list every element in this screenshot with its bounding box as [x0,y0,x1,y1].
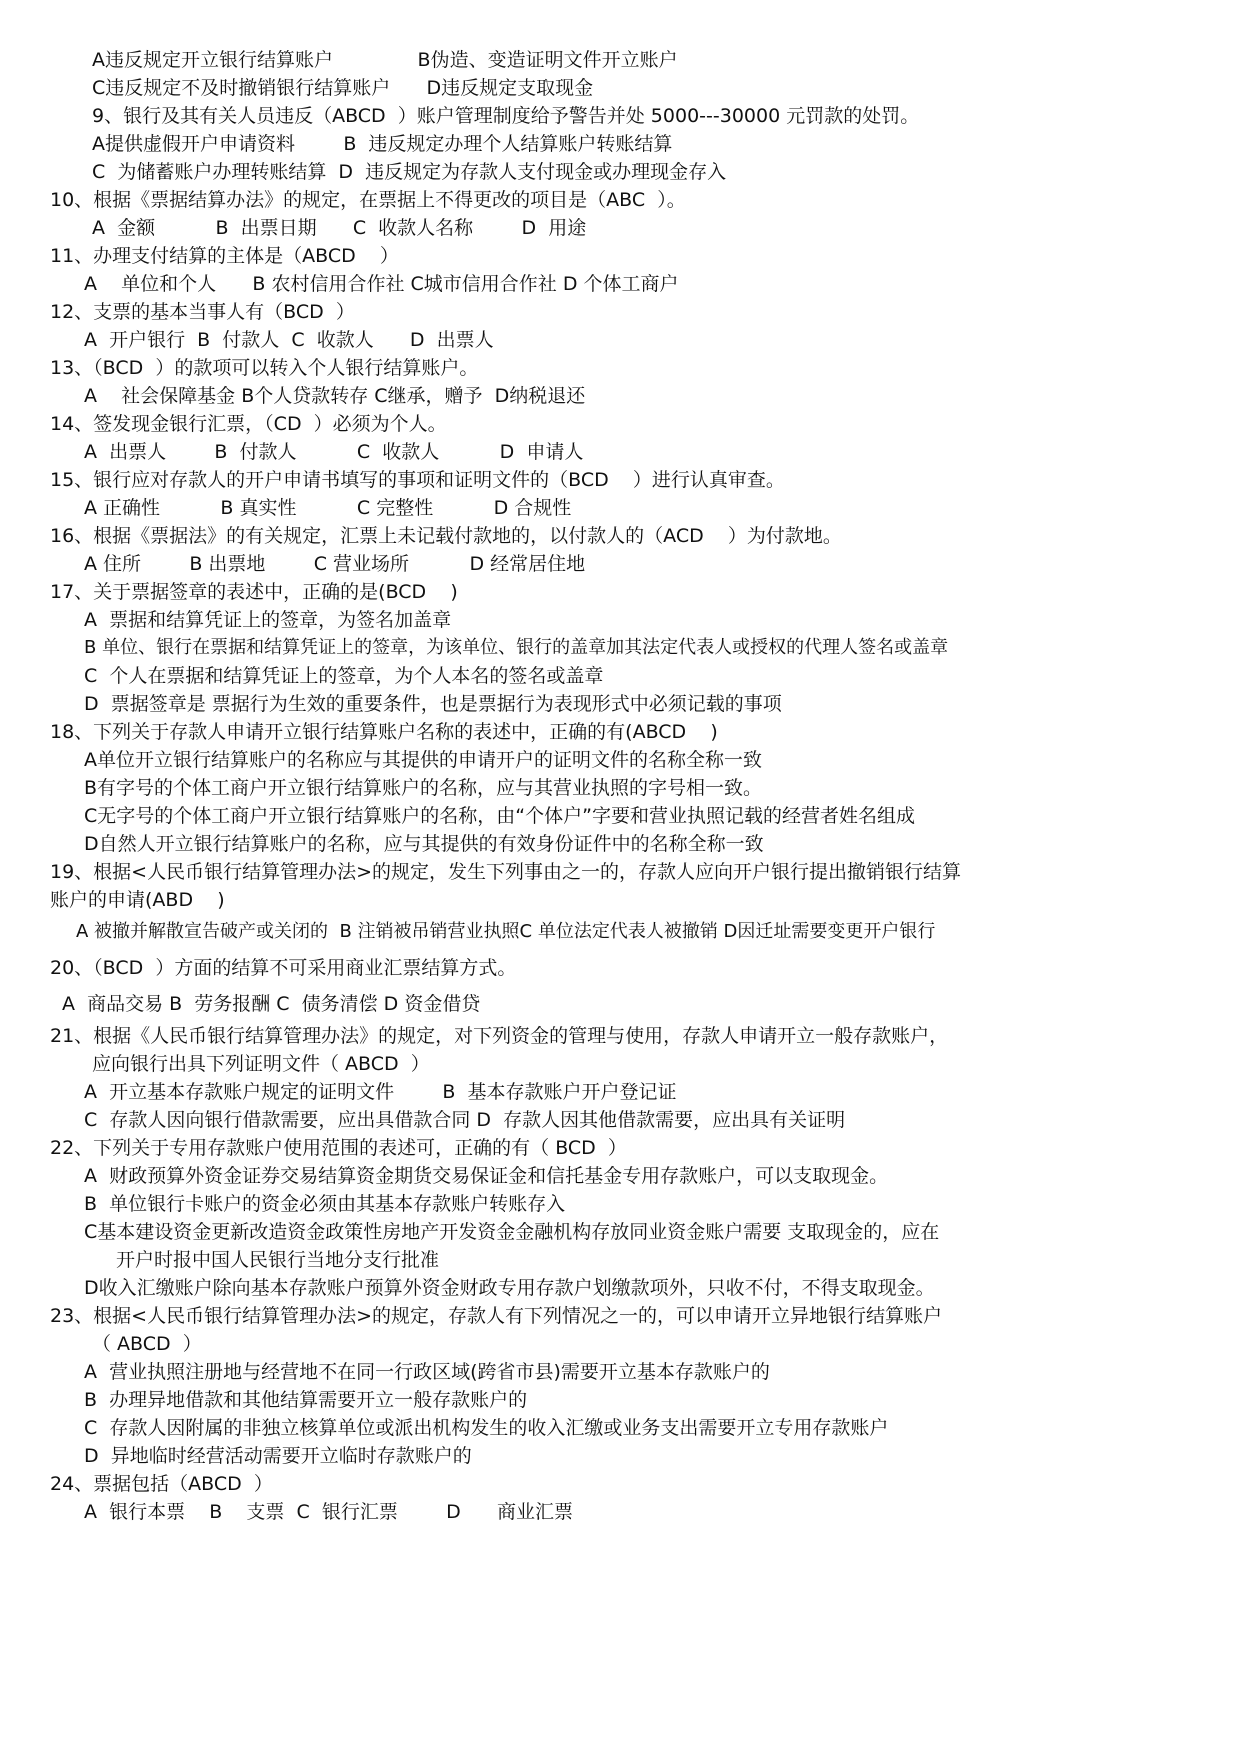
question-line: 24、票据包括（ABCD ） [50,1473,273,1495]
question-line: 9、银行及其有关人员违反（ABCD ）账户管理制度给予警告并处 5000---30000 元罚款的处罚。 [92,105,920,127]
option-line: C 为储蓄账户办理转账结算 D 违反规定为存款人支付现金或办理现金存入 [92,161,727,183]
option-line: A 开立基本存款账户规定的证明文件 B 基本存款账户开户登记证 [84,1081,677,1103]
option-line: C 存款人因附属的非独立核算单位或派出机构发生的收入汇缴或业务支出需要开立专用存款账户 [84,1417,889,1439]
question-line: 17、关于票据签章的表述中，正确的是(BCD ) [50,581,458,603]
question-line: 18、下列关于存款人申请开立银行结算账户名称的表述中，正确的有(ABCD ) [50,721,718,743]
question-line: 13、（BCD ）的款项可以转入个人银行结算账户。 [50,357,479,379]
option-line: A 金额 B 出票日期 C 收款人名称 D 用途 [92,217,587,239]
option-line: A 单位和个人 B 农村信用合作社 C城市信用合作社 D 个体工商户 [84,273,679,295]
question-line: 11、办理支付结算的主体是（ABCD ） [50,245,399,267]
option-line: A 出票人 B 付款人 C 收款人 D 申请人 [84,441,584,463]
option-line: A 正确性 B 真实性 C 完整性 D 合规性 [84,497,572,519]
option-line: A 开户银行 B 付款人 C 收款人 D 出票人 [84,329,494,351]
question-line: 账户的申请(ABD ) [50,889,225,911]
question-line: 应向银行出具下列证明文件（ ABCD ） [92,1053,430,1075]
question-line: 16、根据《票据法》的有关规定，汇票上未记载付款地的，以付款人的（ACD ）为付款地。 [50,525,842,547]
question-line: 19、根据<人民币银行结算管理办法>的规定，发生下列事由之一的，存款人应向开户银行提出撤销银行结算 [50,861,962,883]
question-line: 22、下列关于专用存款账户使用范围的表述可，正确的有（ BCD ） [50,1137,627,1159]
option-line: C 个人在票据和结算凭证上的签章，为个人本名的签名或盖章 [84,665,604,687]
option-line: D 票据签章是 票据行为生效的重要条件，也是票据行为表现形式中必须记载的事项 [84,693,782,715]
question-line: 21、根据《人民币银行结算管理办法》的规定，对下列资金的管理与使用，存款人申请开立一般存款账户， [50,1025,949,1047]
option-line: B 单位银行卡账户的资金必须由其基本存款账户转账存入 [84,1193,566,1215]
option-line: B 单位、银行在票据和结算凭证上的签章，为该单位、银行的盖章加其法定代表人或授权的代理人签名或盖章 [84,637,949,658]
option-line: A 住所 B 出票地 C 营业场所 D 经常居住地 [84,553,586,575]
option-line: D 异地临时经营活动需要开立临时存款账户的 [84,1445,472,1467]
option-line: A 财政预算外资金证券交易结算资金期货交易保证金和信托基金专用存款账户，可以支取现金。 [84,1165,889,1187]
question-line: 12、支票的基本当事人有（BCD ） [50,301,355,323]
option-line: C无字号的个体工商户开立银行结算账户的名称，由“个体户”字要和营业执照记载的经营者姓名组成 [84,805,915,827]
question-line: 14、签发现金银行汇票，（CD ）必须为个人。 [50,413,447,435]
option-line: A单位开立银行结算账户的名称应与其提供的申请开户的证明文件的名称全称一致 [84,749,762,771]
option-line: A 营业执照注册地与经营地不在同一行政区域(跨省市县)需要开立基本存款账户的 [84,1361,770,1383]
option-line: A 票据和结算凭证上的签章，为签名加盖章 [84,609,452,631]
option-line: A 商品交易 B 劳务报酬 C 债务清偿 D 资金借贷 [62,993,481,1015]
option-line: 开户时报中国人民银行当地分支行批准 [116,1249,440,1271]
option-line: A 被撤并解散宣告破产或关闭的 B 注销被吊销营业执照C 单位法定代表人被撤销 D因迁址需要变更开户银行 [76,921,936,942]
option-line: A违反规定开立银行结算账户 B伪造、变造证明文件开立账户 [92,49,678,71]
option-line: D收入汇缴账户除向基本存款账户预算外资金财政专用存款户划缴款项外，只收不付，不得支取现金。 [84,1277,935,1299]
option-line: C 存款人因向银行借款需要，应出具借款合同 D 存款人因其他借款需要，应出具有关证明 [84,1109,846,1131]
option-line: B有字号的个体工商户开立银行结算账户的名称，应与其营业执照的字号相一致。 [84,777,763,799]
option-line: C违反规定不及时撤销银行结算账户 D违反规定支取现金 [92,77,594,99]
option-line: B 办理异地借款和其他结算需要开立一般存款账户的 [84,1389,528,1411]
option-line: D自然人开立银行结算账户的名称，应与其提供的有效身份证件中的名称全称一致 [84,833,764,855]
option-line: C基本建设资金更新改造资金政策性房地产开发资金金融机构存放同业资金账户需要 支取现金的，应在 [84,1221,940,1243]
question-line: 10、根据《票据结算办法》的规定，在票据上不得更改的项目是（ABC ）。 [50,189,686,211]
question-line: 15、银行应对存款人的开户申请书填写的事项和证明文件的（BCD ）进行认真审查。 [50,469,785,491]
option-line: A 银行本票 B 支票 C 银行汇票 D 商业汇票 [84,1501,574,1523]
question-line: 20、（BCD ）方面的结算不可采用商业汇票结算方式。 [50,957,517,979]
option-line: A 社会保障基金 B个人贷款转存 C继承，赠予 D纳税退还 [84,385,586,407]
option-line: A提供虚假开户申请资料 B 违反规定办理个人结算账户转账结算 [92,133,673,155]
question-line: 23、根据<人民币银行结算管理办法>的规定，存款人有下列情况之一的，可以申请开立异地银行结算账户 [50,1305,943,1327]
question-line: （ ABCD ） [92,1333,202,1355]
